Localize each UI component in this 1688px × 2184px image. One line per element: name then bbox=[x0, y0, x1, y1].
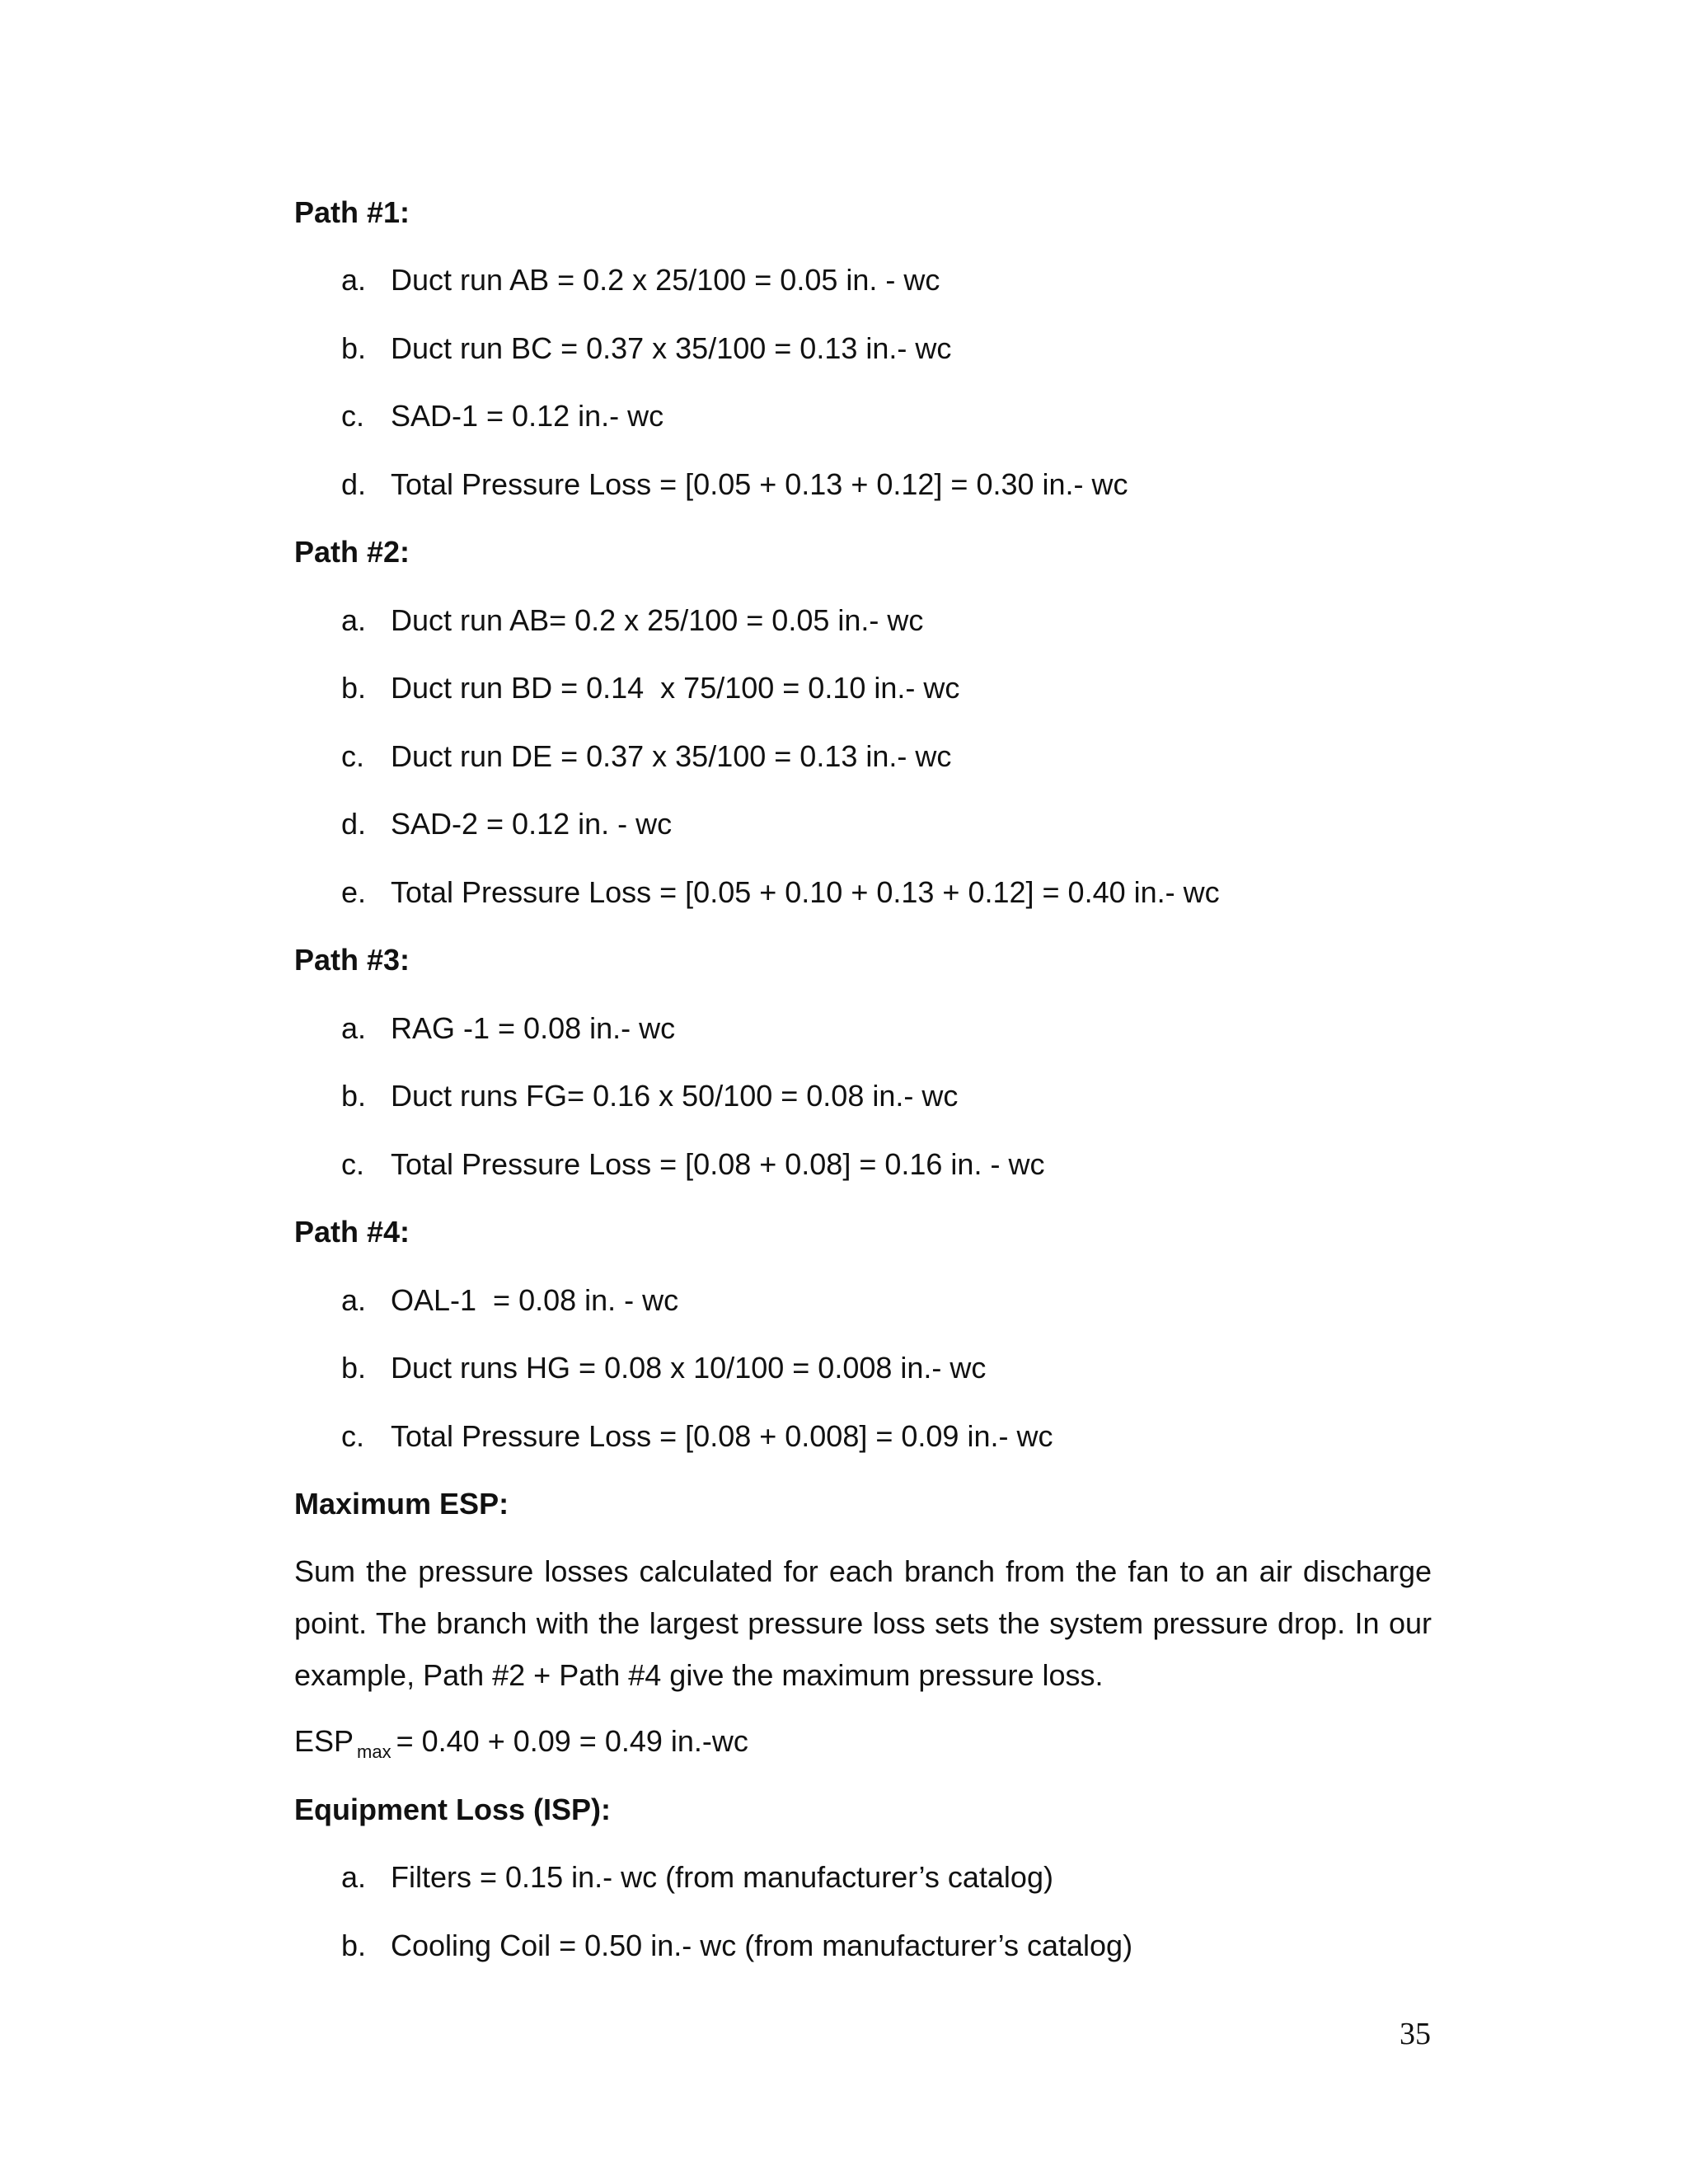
list-marker: b. bbox=[341, 1079, 367, 1113]
list-marker: a. bbox=[341, 1860, 367, 1894]
list-marker: a. bbox=[341, 1011, 367, 1045]
path3-item-c bbox=[341, 1146, 1044, 1183]
list-marker: d. bbox=[341, 807, 367, 841]
list-marker: c. bbox=[341, 1147, 365, 1181]
list-marker: b. bbox=[341, 1929, 367, 1962]
list-item-text: Duct run AB = 0.2 x 25/100 = 0.05 in. - wc bbox=[391, 263, 940, 297]
path2-item-b bbox=[341, 670, 959, 706]
equipment-heading: Equipment Loss (ISP): bbox=[294, 1793, 612, 1826]
list-item-text: OAL-1 = 0.08 in. - wc bbox=[391, 1283, 679, 1317]
list-marker: b. bbox=[341, 331, 367, 365]
list-item-text: SAD-1 = 0.12 in.- wc bbox=[391, 399, 664, 433]
path1-item-d bbox=[341, 466, 1128, 503]
list-marker: c. bbox=[341, 739, 365, 773]
path4-item-a bbox=[341, 1282, 678, 1319]
path2-item-c bbox=[341, 738, 951, 775]
equipment-item-a bbox=[341, 1859, 1053, 1896]
list-item-text: RAG -1 = 0.08 in.- wc bbox=[391, 1011, 676, 1045]
path3-item-b bbox=[341, 1078, 958, 1114]
list-marker: d. bbox=[341, 467, 367, 501]
esp-label: ESP bbox=[294, 1724, 354, 1758]
list-item-text: Duct run DE = 0.37 x 35/100 = 0.13 in.- wc bbox=[391, 739, 952, 773]
list-item-text: Cooling Coil = 0.50 in.- wc (from manufacturer’s catalog) bbox=[391, 1929, 1133, 1962]
path1-item-b bbox=[341, 330, 951, 367]
list-marker: b. bbox=[341, 671, 367, 705]
list-item-text: Total Pressure Loss = [0.05 + 0.10 + 0.13 + 0.12] = 0.40 in.- wc bbox=[391, 875, 1220, 909]
esp-value: = 0.40 + 0.09 = 0.49 in.-wc bbox=[396, 1724, 748, 1758]
path2-item-d bbox=[341, 806, 672, 842]
esp-subscript: max bbox=[357, 1741, 392, 1762]
list-item-text: Filters = 0.15 in.- wc (from manufacturer’s catalog) bbox=[391, 1860, 1053, 1894]
path3-heading: Path #3: bbox=[294, 943, 410, 977]
equipment-item-b bbox=[341, 1928, 1132, 1964]
list-marker: a. bbox=[341, 263, 367, 297]
list-marker: e. bbox=[341, 875, 367, 909]
list-item-text: Duct run AB= 0.2 x 25/100 = 0.05 in.- wc bbox=[391, 603, 924, 637]
list-item-text: Total Pressure Loss = [0.05 + 0.13 + 0.12] = 0.30 in.- wc bbox=[391, 467, 1128, 501]
list-marker: c. bbox=[341, 1419, 365, 1453]
path4-item-c bbox=[341, 1418, 1053, 1455]
path2-item-a bbox=[341, 602, 923, 639]
max-esp-heading: Maximum ESP: bbox=[294, 1487, 509, 1521]
page-number: 35 bbox=[1400, 2017, 1431, 2051]
list-marker: b. bbox=[341, 1351, 367, 1385]
path3-item-a bbox=[341, 1010, 675, 1047]
list-marker: c. bbox=[341, 399, 365, 433]
list-marker: a. bbox=[341, 603, 367, 637]
list-item-text: Duct runs HG = 0.08 x 10/100 = 0.008 in.- wc bbox=[391, 1351, 987, 1385]
max-esp-paragraph: Sum the pressure losses calculated for each branch from the fan to an air discharge point. The branch with the largest pressure loss sets the system pressure drop. In our example, Path #2 + Path #4 give the maximum pressure loss. bbox=[294, 1554, 1432, 1692]
list-item-text: Total Pressure Loss = [0.08 + 0.008] = 0.09 in.- wc bbox=[391, 1419, 1053, 1453]
list-item-text: Duct runs FG= 0.16 x 50/100 = 0.08 in.- wc bbox=[391, 1079, 959, 1113]
path1-item-c bbox=[341, 398, 663, 434]
list-item-text: Duct run BC = 0.37 x 35/100 = 0.13 in.- wc bbox=[391, 331, 952, 365]
list-item-text: SAD-2 = 0.12 in. - wc bbox=[391, 807, 673, 841]
path2-heading: Path #2: bbox=[294, 535, 410, 569]
esp-max-equation bbox=[294, 1723, 748, 1770]
list-item-text: Total Pressure Loss = [0.08 + 0.08] = 0.16 in. - wc bbox=[391, 1147, 1045, 1181]
list-marker: a. bbox=[341, 1283, 367, 1317]
path2-item-e bbox=[341, 874, 1220, 911]
path4-item-b bbox=[341, 1350, 986, 1386]
path1-heading: Path #1: bbox=[294, 195, 410, 229]
list-item-text: Duct run BD = 0.14 x 75/100 = 0.10 in.- wc bbox=[391, 671, 960, 705]
path4-heading: Path #4: bbox=[294, 1215, 410, 1249]
path1-item-a bbox=[341, 262, 940, 298]
